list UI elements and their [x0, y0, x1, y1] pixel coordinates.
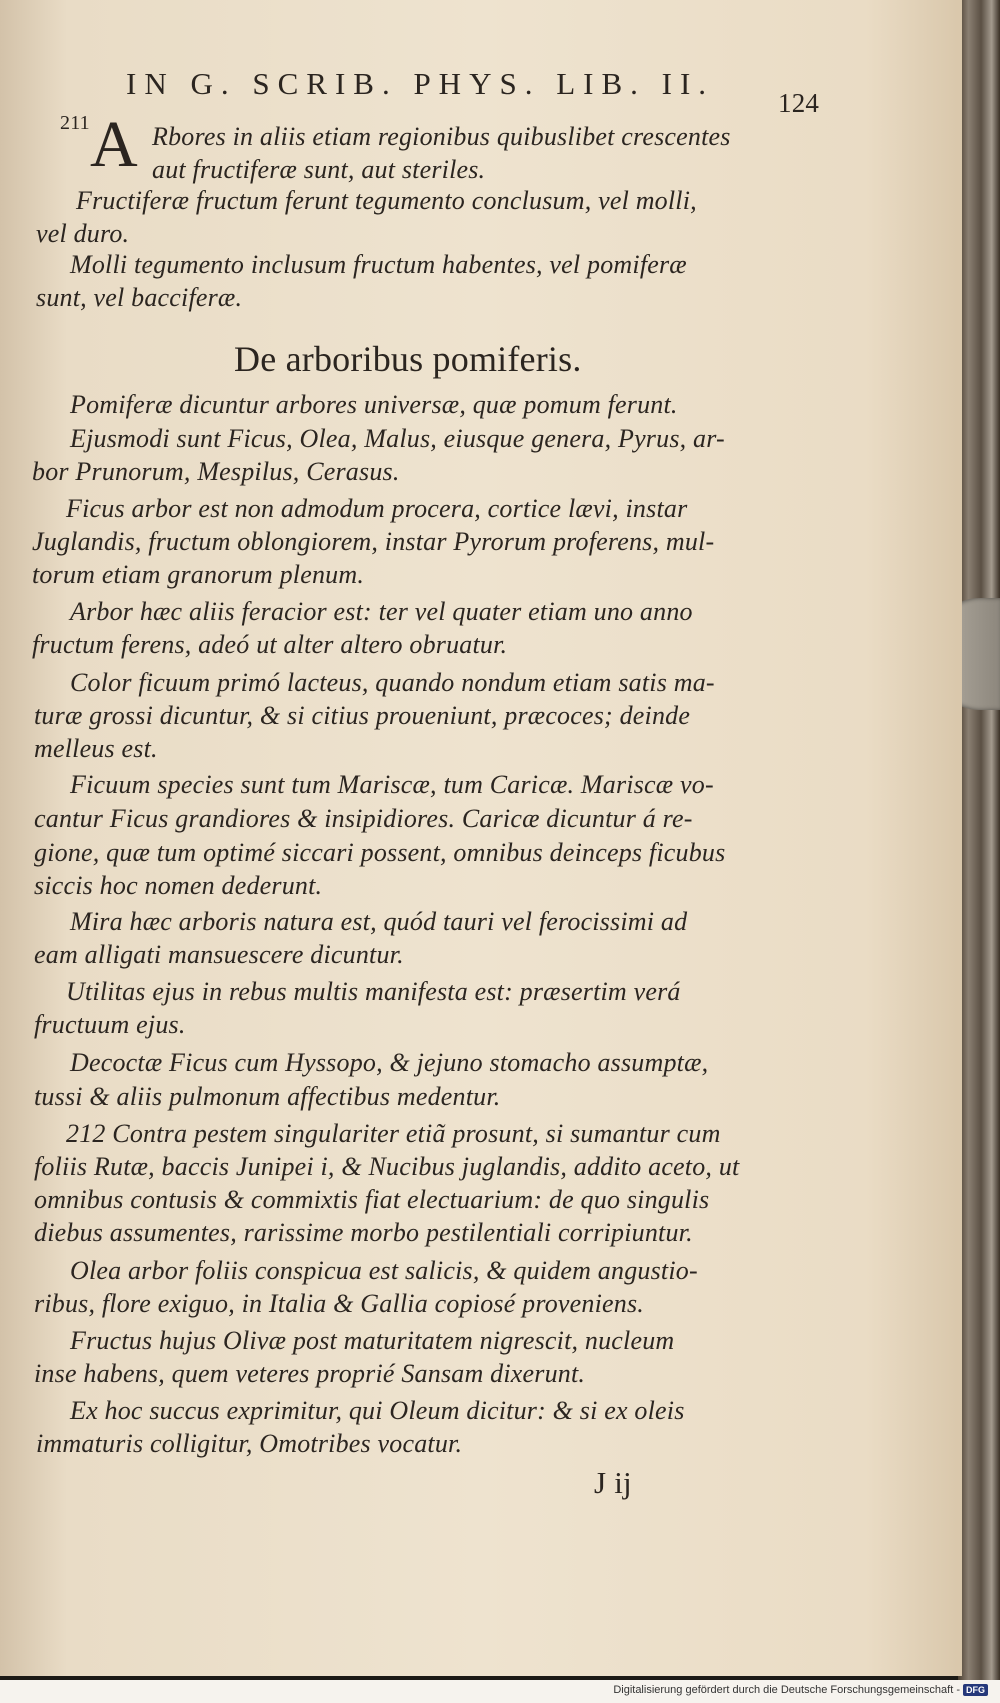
text-line: gione, quæ tum optimé siccari possent, omnibus deinceps ficubus [34, 838, 726, 867]
text-line: omnibus contusis & commixtis fiat electuarium: de quo singulis [34, 1185, 710, 1214]
text-line: Mira hæc arboris natura est, quód tauri vel ferocissimi ad [70, 907, 688, 936]
text-line: Arbor hæc aliis feracior est: ter vel quater etiam uno anno [70, 597, 693, 626]
text-line: Rbores in aliis etiam regionibus quibuslibet crescentes [152, 122, 731, 151]
text-line: ribus, flore exiguo, in Italia & Gallia copiosé proveniens. [34, 1289, 644, 1318]
text-line: aut fructiferæ sunt, aut steriles. [152, 155, 486, 184]
text-line: Decoctæ Ficus cum Hyssopo, & jejuno stomacho assumptæ, [70, 1048, 709, 1077]
text-line: Utilitas ejus in rebus multis manifesta est: præsertim verá [66, 977, 681, 1006]
text-line: Juglandis, fructum oblongiorem, instar Pyrorum proferens, mul- [32, 527, 715, 556]
text-line: bor Prunorum, Mespilus, Cerasus. [32, 457, 400, 486]
text-line: Pomiferæ dicuntur arbores universæ, quæ pomum ferunt. [70, 390, 678, 419]
footer-credit [613, 1684, 988, 1696]
text-line: Ficus arbor est non admodum procera, cortice lævi, instar [66, 494, 688, 523]
text-line: Molli tegumento inclusum fructum habentes, vel pomiferæ [70, 250, 687, 279]
text-line: Olea arbor foliis conspicua est salicis, & quidem angustio- [70, 1256, 698, 1285]
signature-mark: J ij [594, 1465, 632, 1500]
text-line: cantur Ficus grandiores & insipidiores. Caricæ dicuntur á re- [34, 804, 693, 833]
dfg-logo: DFG [963, 1684, 988, 1696]
text-line: Ficuum species sunt tum Mariscæ, tum Caricæ. Mariscæ vo- [70, 770, 714, 799]
text-line: turæ grossi dicuntur, & si citius proueniunt, præcoces; deinde [34, 701, 691, 730]
footer-text: Digitalisierung gefördert durch die Deutsche Forschungsgemeinschaft - [613, 1684, 960, 1696]
page-number: 124 [778, 88, 820, 118]
text-line: tussi & aliis pulmonum affectibus medentur. [34, 1082, 501, 1111]
running-head: IN G. SCRIB. PHYS. LIB. II. [126, 66, 715, 101]
text-line: eam alligati mansuescere dicuntur. [34, 940, 404, 969]
text-line: foliis Rutæ, baccis Junipei i, & Nucibus juglandis, addito aceto, ut [34, 1152, 740, 1181]
text-line: vel duro. [36, 219, 130, 248]
section-heading: De arboribus pomiferis. [234, 339, 582, 379]
drop-cap: A [90, 108, 138, 181]
text-line: fructuum ejus. [34, 1010, 186, 1039]
text-line: diebus assumentes, rarissime morbo pestilentiali corripiuntur. [34, 1218, 693, 1247]
text-line: 212 Contra pestem singulariter etiã prosunt, si sumantur cum [66, 1119, 721, 1148]
text-line: melleus est. [34, 734, 158, 763]
text-line: fructum ferens, adeó ut alter altero obruatur. [32, 630, 508, 659]
text-line: Fructiferæ fructum ferunt tegumento conclusum, vel molli, [76, 186, 697, 215]
text-line: Color ficuum primó lacteus, quando nondum etiam satis ma- [70, 668, 715, 697]
text-line: Ex hoc succus exprimitur, qui Oleum dicitur: & si ex oleis [70, 1396, 685, 1425]
section-number: 211 [60, 112, 90, 134]
text-line: siccis hoc nomen dederunt. [34, 871, 323, 900]
text-line: Fructus hujus Olivæ post maturitatem nigrescit, nucleum [70, 1326, 675, 1355]
text-line: immaturis colligitur, Omotribes vocatur. [36, 1429, 463, 1458]
text-line: sunt, vel bacciferæ. [36, 283, 243, 312]
text-line: torum etiam granorum plenum. [32, 560, 365, 589]
text-line: inse habens, quem veteres proprié Sansam dixerunt. [34, 1359, 586, 1388]
book-edge [958, 0, 1000, 1680]
text-line: Ejusmodi sunt Ficus, Olea, Malus, eiusque genera, Pyrus, ar- [70, 424, 725, 453]
